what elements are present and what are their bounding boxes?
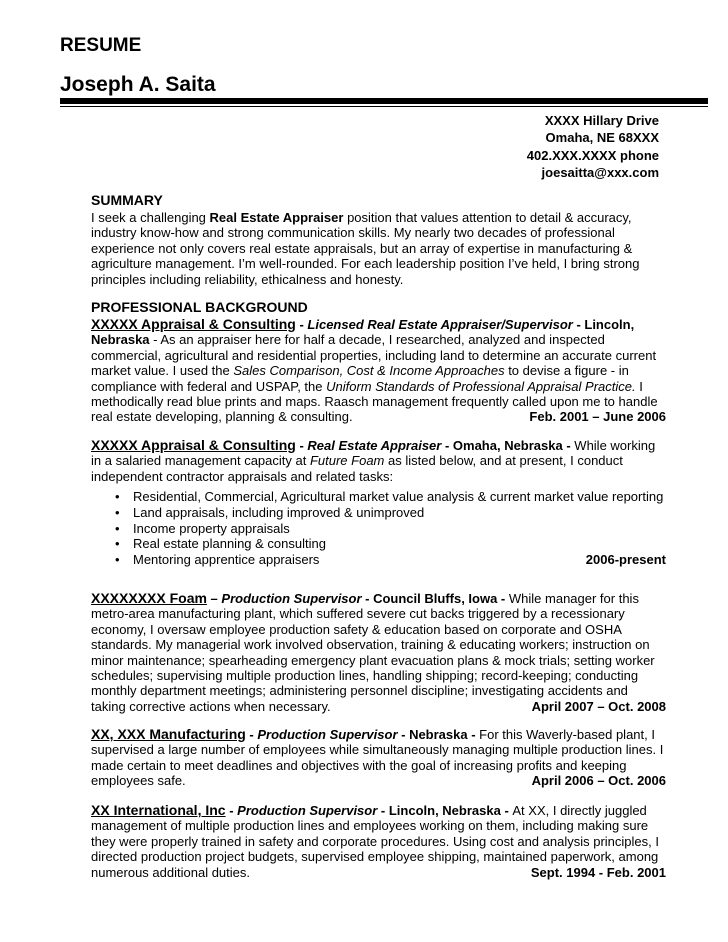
separator: - [295,438,308,453]
job-entry [91,727,666,789]
company-name: XX, XXX Manufacturing [91,726,246,742]
job-title: Real Estate Appraiser [307,438,442,453]
email-line: joesaitta@xxx.com [541,164,659,180]
address-line: XXXX Hillary Drive [544,113,659,128]
job-entry [91,803,666,880]
document-title: RESUME [60,35,142,56]
bullet-icon: • [115,536,120,552]
job-dates: April 2007 – Oct. 2008 [531,698,666,714]
job-location: - Lincoln, Nebraska [91,317,635,348]
bullet-icon: • [115,489,120,505]
list-item [91,536,666,552]
professional-background-heading: PROFESSIONAL BACKGROUND [91,299,308,315]
bullet-icon: • [115,551,120,567]
job-description: While manager for this metro-area manufacturing plant, which suffered severe cut backs triggered by a recessionary economy, I oversaw employee production safety & education based on corporate and OSHA standards. My managerial work involved observation, training & educating workers; instruction on minor maintenance; spearheading emergency plant evacuation plans & mock trials; setting worker schedules; supervising multiple production lines, handling shipping; record-keeping; conducting monthly department meetings; administering personnel discipline; investigating accidents and taking corrective actions when necessary. [91,591,655,714]
separator: - [295,317,308,332]
job-dates: April 2006 – Oct. 2006 [531,773,666,789]
bullet-icon: • [115,520,120,536]
job-title: Licensed Real Estate Appraiser/Supervisor [307,317,573,332]
job-description: While working in a salaried management capacity at [91,438,656,469]
list-item [91,521,666,537]
candidate-name: Joseph A. Saita [60,73,216,96]
job-title: Production Supervisor [221,591,362,606]
summary-paragraph [91,210,666,287]
list-item-text: Income property appraisals [133,520,290,536]
job-description: as listed below, and at present, I conduct independent contractor appraisals and related tasks: [91,453,623,484]
job-dates: Feb. 2001 – June 2006 [529,409,666,425]
contact-block [527,112,659,181]
city-line: Omaha, NE 68XXX [545,130,659,146]
header-rule-thin [60,106,708,107]
job-location: - Lincoln, Nebraska - [377,803,513,818]
job-entry [91,317,666,425]
summary-heading: SUMMARY [91,192,163,208]
job-description-emphasis: Sales Comparison, Cost & Income Approaches [233,363,505,379]
bullet-icon: • [115,504,120,520]
job-description: to devise a figure - in compliance with federal and USPAP, the [91,363,629,394]
list-item-text: Mentoring apprentice appraisers [133,551,320,567]
job-dates: Sept. 1994 - Feb. 2001 [530,864,666,880]
list-item [91,552,666,568]
company-name: XXXXXXXX Foam [91,590,207,606]
summary-text-post: position that values attention to detail & accuracy, industry know-how and strong communication skills. My nearly two decades of professional experience not only covers real estate appraisals, but an array of expertise in manufacturing & agriculture management. I’m well-rounded. For each leadership position I’ve held, I bring strong principles including reliability, ethicalness and honesty. [91,210,640,287]
separator: - [245,727,258,742]
list-item [91,489,666,505]
list-item [91,505,666,521]
job-description: At XX, I directly juggled management of multiple production lines and employees working on them, including making sure they were properly trained in safety and corporate procedures. Using cost and analysis principles, I directed production project budgets, supervised employee shipping, maintained paperwork, among numerous additional duties. [91,803,659,880]
list-item-text: Residential, Commercial, Agricultural market value analysis & current market value reporting [133,489,664,505]
job-description-emphasis: Uniform Standards of Professional Appraisal Practice. [326,378,636,394]
company-name: XX International, Inc [91,802,226,818]
separator: – [206,591,222,606]
job-description: - As an appraiser here for half a decade, I researched, analyzed and inspected commercial, agricultural and residential properties, including land to determine an accurate current market value. I used the [91,332,657,379]
company-name: XXXXX Appraisal & Consulting [91,316,296,332]
company-name: XXXXX Appraisal & Consulting [91,437,296,453]
job-title: Production Supervisor [237,803,378,818]
summary-target-role: Real Estate Appraiser [209,210,344,225]
job-description-emphasis: Future Foam [309,453,385,469]
task-list [91,489,666,567]
job-description: I methodically read blue prints and maps. Raasch management frequently called upon me to handle real estate developing, planning & consulting. [91,378,658,425]
job-entry [91,591,666,714]
job-description: For this Waverly-based plant, I supervised a large number of employees while simultaneously managing multiple production lines. I made certain to meet deadlines and objectives with the goal of increasing profits and keeping employees safe. [91,727,664,789]
list-item-text: Real estate planning & consulting [133,536,326,552]
header-rule-thick [60,98,708,104]
job-entry [91,438,666,568]
summary-text-pre: I seek a challenging [91,210,210,225]
job-location: - Omaha, Nebraska - [441,438,575,453]
job-title: Production Supervisor [257,727,398,742]
separator: - [225,803,238,818]
job-dates: 2006-present [585,551,666,567]
job-location: - Nebraska - [397,727,480,742]
phone-line: 402.XXX.XXXX phone [526,147,659,163]
list-item-text: Land appraisals, including improved & unimproved [133,504,425,520]
job-location: - Council Bluffs, Iowa - [361,591,509,606]
